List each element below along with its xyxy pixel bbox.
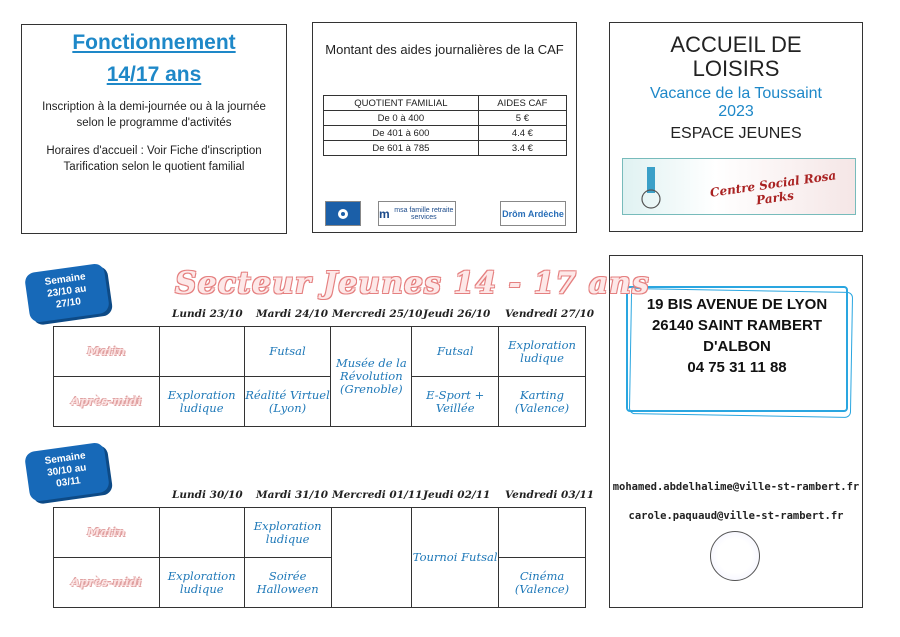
activity-cell: Exploration ludique xyxy=(244,508,331,558)
matin-label: Matin xyxy=(54,508,160,558)
activity-cell: Exploration ludique xyxy=(499,327,586,377)
week1-badge-line1: Semaine xyxy=(43,271,87,288)
day-label: Lundi 23/10 xyxy=(172,308,243,320)
activity-cell: Exploration ludique xyxy=(159,377,244,427)
day-label: Vendredi 27/10 xyxy=(505,308,595,320)
year-label: 2023 xyxy=(718,103,754,120)
table-row xyxy=(324,111,567,126)
day-label: Mercredi 25/10 xyxy=(332,308,423,320)
rosa-parks-banner xyxy=(622,158,856,215)
activity-cell: Réalité Virtuel (Lyon) xyxy=(244,377,331,427)
day-label: Mercredi 01/11 xyxy=(332,489,423,501)
caf-cell: 3.4 € xyxy=(478,141,566,156)
lighthouse-icon xyxy=(627,163,677,209)
table-row xyxy=(54,327,586,377)
address-block xyxy=(626,294,848,378)
caf-panel xyxy=(312,22,577,233)
caf-table xyxy=(323,95,567,156)
address-line-3: D'ALBON xyxy=(703,338,771,355)
caf-table-header xyxy=(324,96,567,111)
activity-cell: E-Sport + Veillée xyxy=(412,377,499,427)
table-row xyxy=(54,558,586,608)
day-label: Jeudi 02/11 xyxy=(423,489,491,501)
espace-jeunes-label: ESPACE JEUNES xyxy=(670,125,802,142)
activity-cell: Futsal xyxy=(412,327,499,377)
address-line-1: 19 BIS AVENUE DE LYON xyxy=(646,296,828,313)
caf-cell: De 0 à 400 xyxy=(324,111,479,126)
week2-badge-line3: 03/11 xyxy=(55,475,82,490)
fonctionnement-title: Fonctionnement xyxy=(72,31,236,54)
activity-cell: Musée de la Révolution (Grenoble) xyxy=(331,327,412,427)
day-label: Lundi 30/10 xyxy=(172,489,243,501)
rosa-parks-text: Centre Social Rosa Parks xyxy=(709,168,837,208)
tarification-text: Tarification selon le quotient familial xyxy=(63,161,245,173)
week2-schedule-table xyxy=(53,507,586,608)
caf-cell: 5 € xyxy=(478,111,566,126)
activity-cell xyxy=(331,508,412,608)
inscription-text: Inscription à la demi-journée ou à la journée selon le programme d'activités xyxy=(42,101,266,129)
table-row xyxy=(324,126,567,141)
day-label: Vendredi 03/11 xyxy=(505,489,595,501)
apres-midi-label: Après-midi xyxy=(54,558,160,608)
caf-cell: 4.4 € xyxy=(478,126,566,141)
accueil-panel xyxy=(609,22,863,232)
fonctionnement-age: 14/17 ans xyxy=(106,63,202,86)
week2-days xyxy=(0,489,600,503)
msa-logo: m msa famille retraite services xyxy=(378,201,456,226)
day-label: Mardi 24/10 xyxy=(256,308,329,320)
activity-cell xyxy=(159,327,244,377)
city-seal-icon xyxy=(710,531,760,581)
msa-logo-text: msa famille retraite services xyxy=(394,206,454,221)
caf-cell: De 401 à 600 xyxy=(324,126,479,141)
accueil-title-2: LOISIRS xyxy=(692,56,780,81)
dromardeche-logo: Drôm Ardèche xyxy=(500,201,566,226)
caf-title: Montant des aides journalières de la CAF xyxy=(325,42,564,57)
activity-cell: Futsal xyxy=(244,327,331,377)
accueil-title-1: ACCUEIL DE xyxy=(670,32,802,57)
caf-cell: De 601 à 785 xyxy=(324,141,479,156)
horaires-text: Horaires d'accueil : Voir Fiche d'inscription xyxy=(46,145,262,157)
email-mohamed[interactable]: mohamed.abdelhalime@ville-st-rambert.fr xyxy=(612,481,860,493)
caf-header-qf: QUOTIENT FAMILIAL xyxy=(324,96,479,111)
caf-logo xyxy=(325,201,361,226)
activity-cell xyxy=(499,508,586,558)
week1-schedule-table xyxy=(53,326,586,427)
activity-cell: Exploration ludique xyxy=(159,558,244,608)
apres-midi-label: Après-midi xyxy=(54,377,160,427)
week1-days xyxy=(0,308,600,322)
caf-header-aides: AIDES CAF xyxy=(478,96,566,111)
table-row xyxy=(324,141,567,156)
activity-cell xyxy=(159,508,244,558)
vacance-label: Vacance de la Toussaint xyxy=(650,85,822,102)
activity-cell: Tournoi Futsal xyxy=(412,508,499,608)
day-label: Jeudi 26/10 xyxy=(423,308,491,320)
table-row xyxy=(54,508,586,558)
matin-label: Matin xyxy=(54,327,160,377)
phone-number: 04 75 31 11 88 xyxy=(687,359,787,376)
fonctionnement-panel xyxy=(21,24,287,234)
activity-cell: Karting (Valence) xyxy=(499,377,586,427)
week2-badge-line1: Semaine xyxy=(43,450,87,467)
email-carole[interactable]: carole.paquaud@ville-st-rambert.fr xyxy=(628,510,844,522)
day-label: Mardi 31/10 xyxy=(256,489,329,501)
table-row xyxy=(54,377,586,427)
activity-cell: Soirée Halloween xyxy=(244,558,331,608)
week1-badge-line3: 27/10 xyxy=(55,296,82,311)
address-line-2: 26140 SAINT RAMBERT xyxy=(651,317,823,334)
contact-panel xyxy=(609,255,863,608)
secteur-jeunes-header: Secteur Jeunes 14 - 17 ans xyxy=(175,266,650,301)
activity-cell: Cinéma (Valence) xyxy=(499,558,586,608)
week1-badge-line2: 23/10 au xyxy=(46,283,88,300)
week2-badge-line2: 30/10 au xyxy=(46,462,88,479)
